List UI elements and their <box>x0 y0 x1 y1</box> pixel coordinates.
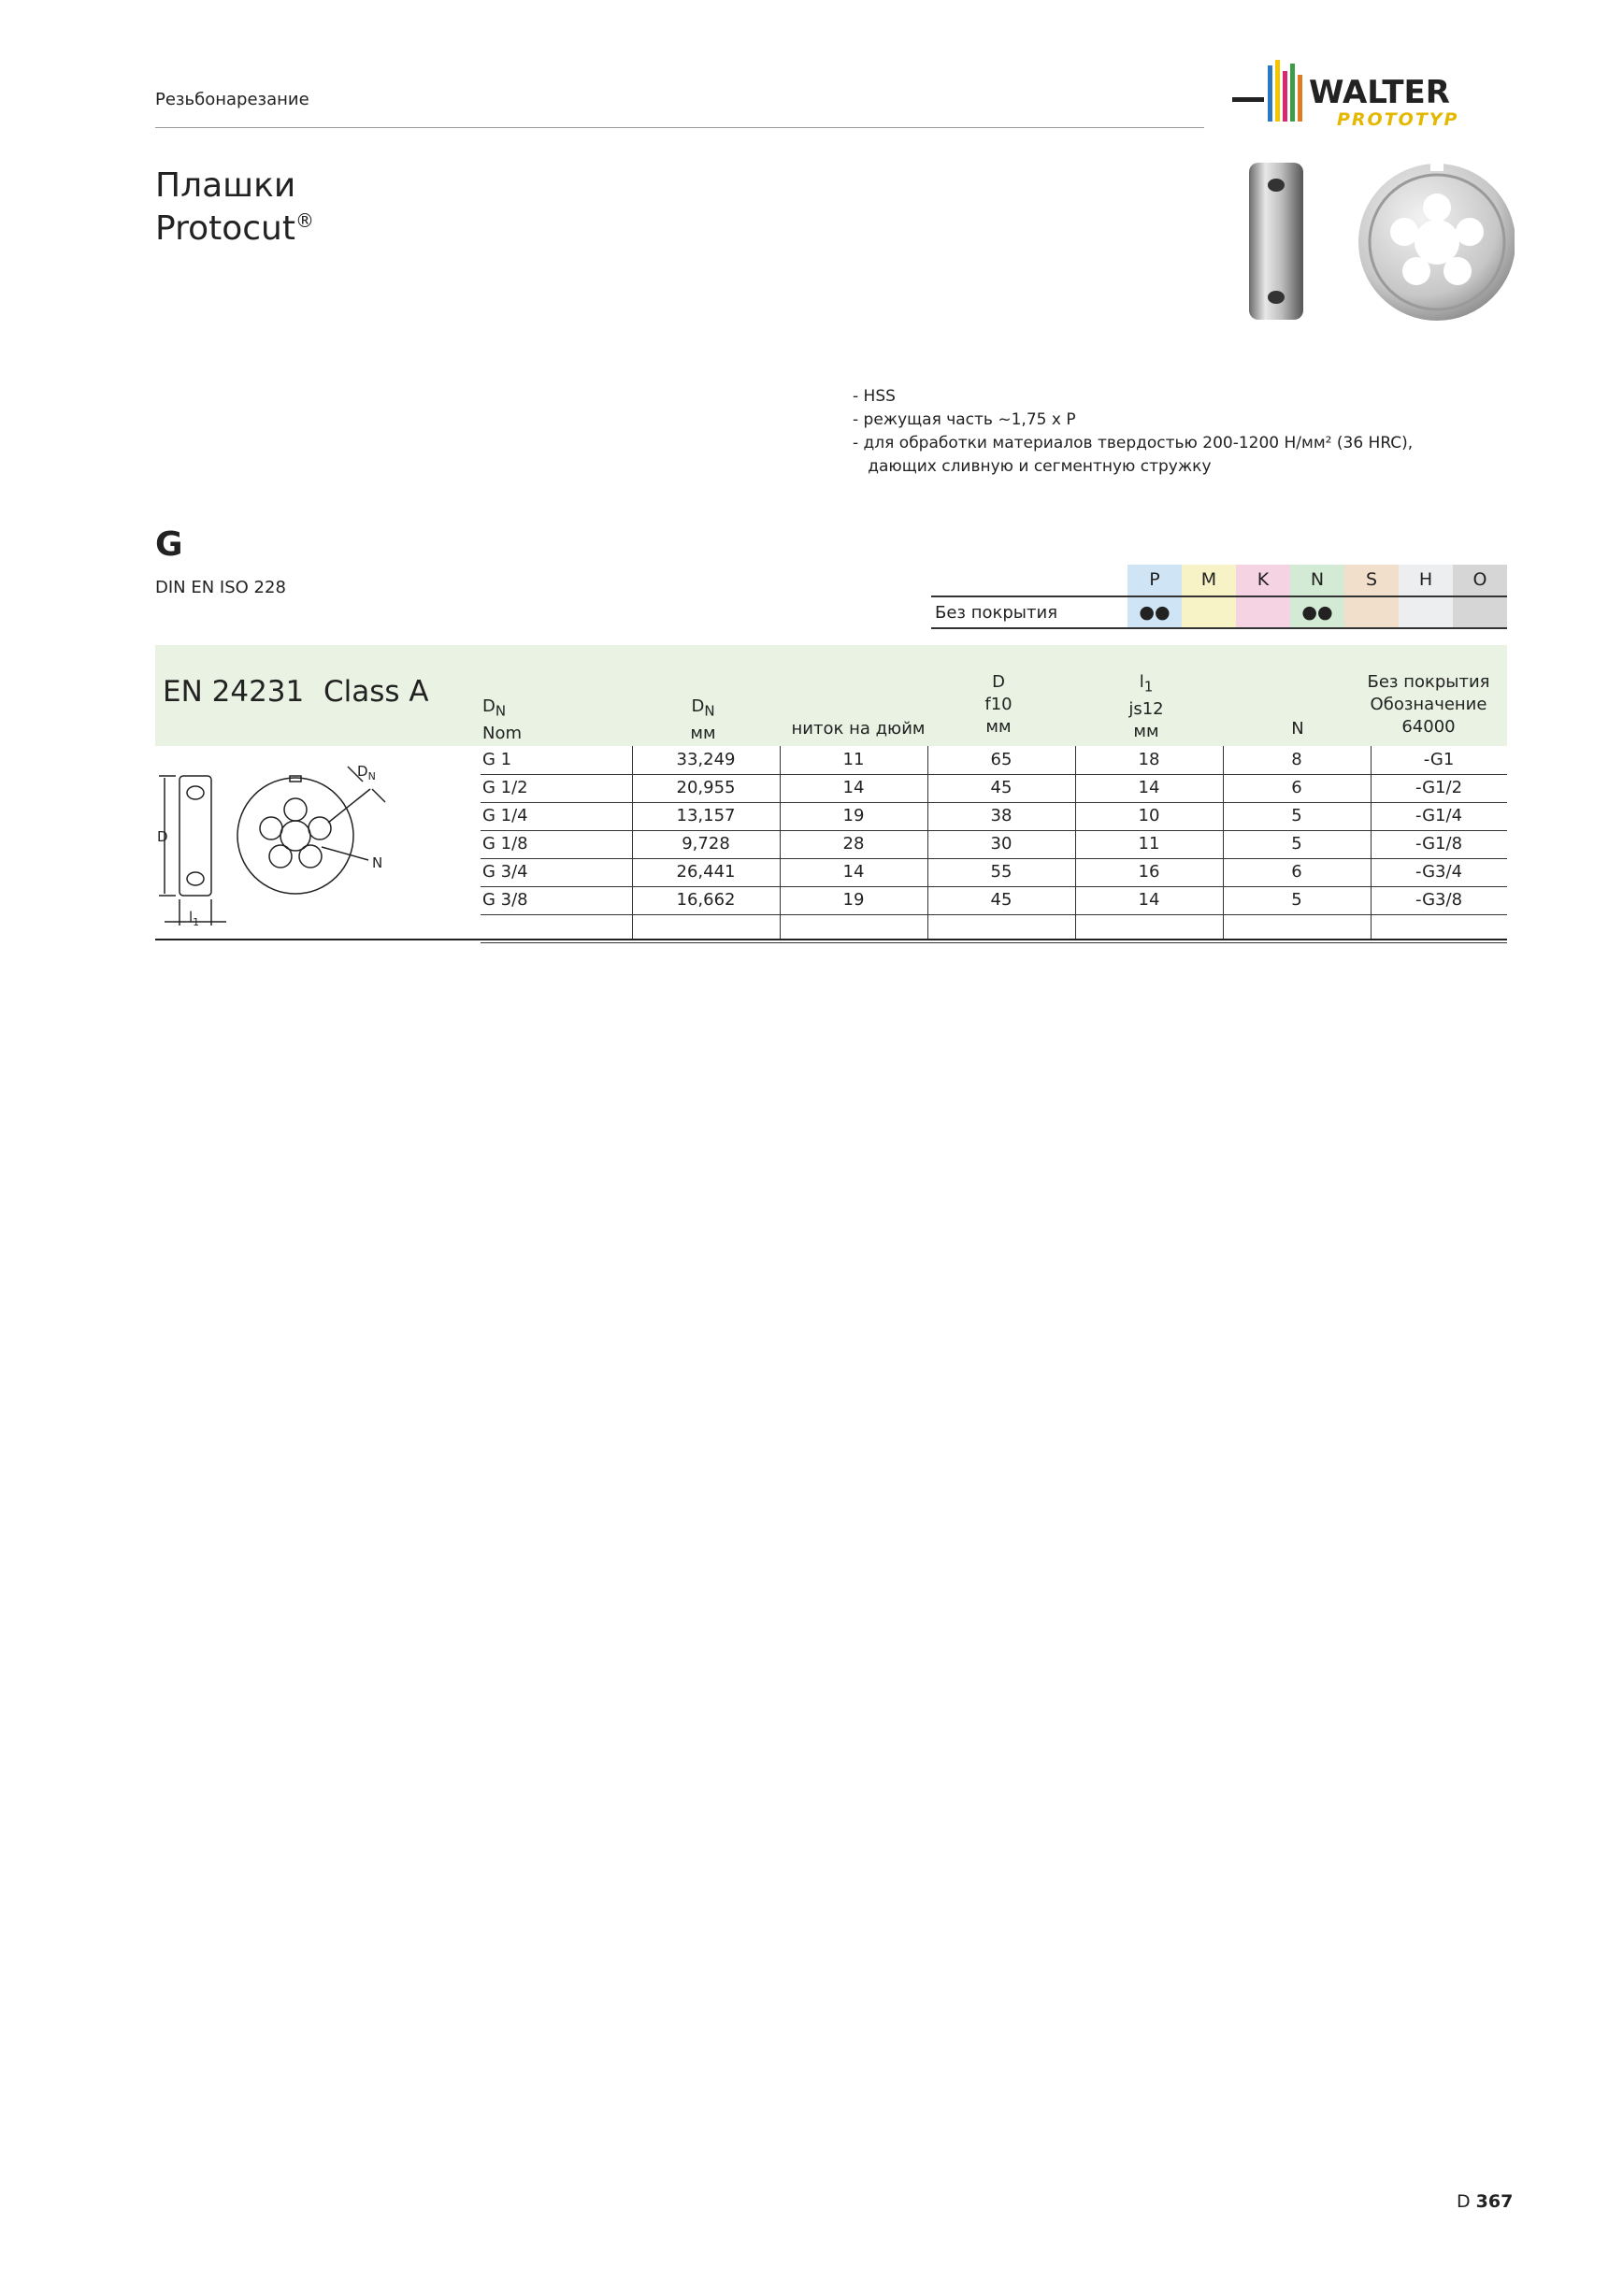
table-cell-d: 30 <box>990 834 1013 854</box>
header-code: Без покрытия Обозначение 64000 <box>1367 672 1490 737</box>
technical-drawing <box>155 748 398 935</box>
table-cell-code: -G1/4 <box>1415 806 1463 825</box>
page-number: D 367 <box>1457 2191 1514 2212</box>
material-group-p: P <box>1127 565 1182 596</box>
suitability-k <box>1236 597 1290 628</box>
table-row <box>481 886 1507 915</box>
table-cell-d: 55 <box>990 862 1013 882</box>
table-cell-tpi: 19 <box>842 806 865 825</box>
table-cell-l1: 16 <box>1138 862 1160 882</box>
table-bottom-rule <box>155 939 1507 940</box>
table-cell-n: 5 <box>1291 806 1302 825</box>
feature-item: - HSS <box>853 387 896 406</box>
table-cell-l1: 11 <box>1138 834 1160 854</box>
table-cell-dn: 20,955 <box>676 778 736 797</box>
table-cell-d: 65 <box>990 750 1013 769</box>
table-cell-dn: 13,157 <box>676 806 736 825</box>
table-cell-dn: 9,728 <box>682 834 730 854</box>
feature-list <box>853 385 1413 479</box>
table-class: Class A <box>323 675 429 709</box>
header-divider <box>155 127 1204 128</box>
material-divider <box>931 596 1507 597</box>
material-group-o: O <box>1453 565 1507 596</box>
header-dn-mm: $D_N$ мм <box>690 696 716 743</box>
registered-mark: ® <box>294 209 314 232</box>
table-cell-tpi: 19 <box>842 890 865 910</box>
header-tpi: ниток на дюйм <box>791 719 926 739</box>
suitability-n: ●● <box>1290 597 1344 628</box>
table-cell-l1: 14 <box>1138 778 1160 797</box>
logo-brand: WALTER <box>1309 74 1450 111</box>
suitability-m <box>1182 597 1236 628</box>
table-cell-tpi: 14 <box>842 778 865 797</box>
table-cell-n: 5 <box>1291 890 1302 910</box>
column-divider <box>780 746 781 939</box>
material-group-s: S <box>1344 565 1399 596</box>
table-cell-code: -G1/2 <box>1415 778 1463 797</box>
table-row <box>481 830 1507 859</box>
table-cell-tpi: 11 <box>842 750 865 769</box>
table-cell-code: -G1/8 <box>1415 834 1463 854</box>
table-cell-n: 5 <box>1291 834 1302 854</box>
table-cell-nom: G 3/8 <box>482 890 528 910</box>
logo-sub: PROTOTYP <box>1337 109 1459 130</box>
walter-prototyp-logo <box>1232 58 1513 133</box>
table-cell-d: 45 <box>990 778 1013 797</box>
suitability-o <box>1453 597 1507 628</box>
feature-item: - для обработки материалов твердостью 200-1200 Н/мм² (36 HRC), <box>853 434 1414 452</box>
material-divider <box>931 627 1507 629</box>
product-subtitle <box>155 209 314 248</box>
table-cell-d: 38 <box>990 806 1013 825</box>
table-row <box>481 802 1507 831</box>
drawing-label-l1: $l_1$ <box>189 909 200 928</box>
feature-item: дающих сливную и сегментную стружку <box>853 457 1212 476</box>
table-cell-nom: G 1 <box>482 750 512 769</box>
product-title: Плашки <box>155 166 296 205</box>
column-divider <box>927 746 928 939</box>
drawing-label-d: D <box>157 828 168 845</box>
thread-standard: DIN EN ISO 228 <box>155 578 286 597</box>
header-d: D f10 мм <box>984 672 1013 737</box>
table-row <box>481 774 1507 803</box>
table-cell-nom: G 1/4 <box>482 806 528 825</box>
table-cell-n: 6 <box>1291 862 1302 882</box>
table-standard: EN 24231 <box>163 675 305 709</box>
table-cell-d: 45 <box>990 890 1013 910</box>
material-coating-row <box>931 597 1507 628</box>
material-group-k: K <box>1236 565 1290 596</box>
table-cell-code: -G1 <box>1423 750 1455 769</box>
header-n: N <box>1291 719 1304 739</box>
table-cell-nom: G 1/8 <box>482 834 528 854</box>
coating-label: Без покрытия <box>935 603 1058 623</box>
column-divider <box>632 746 633 939</box>
material-group-m: M <box>1182 565 1236 596</box>
table-cell-n: 8 <box>1291 750 1302 769</box>
table-cell-code: -G3/8 <box>1415 890 1463 910</box>
material-header-row <box>931 565 1507 596</box>
drawing-label-n: N <box>372 854 383 871</box>
product-photo <box>1243 159 1515 325</box>
table-cell-l1: 18 <box>1138 750 1160 769</box>
header-l1: $l_1$ js12 мм <box>1128 672 1164 741</box>
table-cell-dn: 16,662 <box>676 890 736 910</box>
column-divider <box>1075 746 1076 939</box>
table-cell-n: 6 <box>1291 778 1302 797</box>
table-cell-tpi: 14 <box>842 862 865 882</box>
material-group-n: N <box>1290 565 1344 596</box>
table-cell-l1: 10 <box>1138 806 1160 825</box>
table-cell-nom: G 1/2 <box>482 778 528 797</box>
suitability-p: ●● <box>1127 597 1182 628</box>
suitability-s <box>1344 597 1399 628</box>
thread-code: G <box>155 525 183 564</box>
header-dn-nom: $D_N$ Nom <box>482 696 523 743</box>
table-row <box>481 746 1507 775</box>
table-cell-tpi: 28 <box>842 834 865 854</box>
drawing-label-dn: $D_N$ <box>357 763 376 782</box>
table-cell-dn: 33,249 <box>676 750 736 769</box>
table-cell-l1: 14 <box>1138 890 1160 910</box>
table-row <box>481 858 1507 887</box>
column-divider <box>1223 746 1224 939</box>
feature-item: - режущая часть ~1,75 x P <box>853 410 1076 429</box>
table-cell-nom: G 3/4 <box>482 862 528 882</box>
suitability-h <box>1399 597 1453 628</box>
section-label: Резьбонарезание <box>155 90 309 109</box>
material-group-h: H <box>1399 565 1453 596</box>
column-divider <box>1371 746 1372 939</box>
product-name: Protocut <box>155 209 295 248</box>
table-cell-code: -G3/4 <box>1415 862 1463 882</box>
table-cell-dn: 26,441 <box>676 862 736 882</box>
